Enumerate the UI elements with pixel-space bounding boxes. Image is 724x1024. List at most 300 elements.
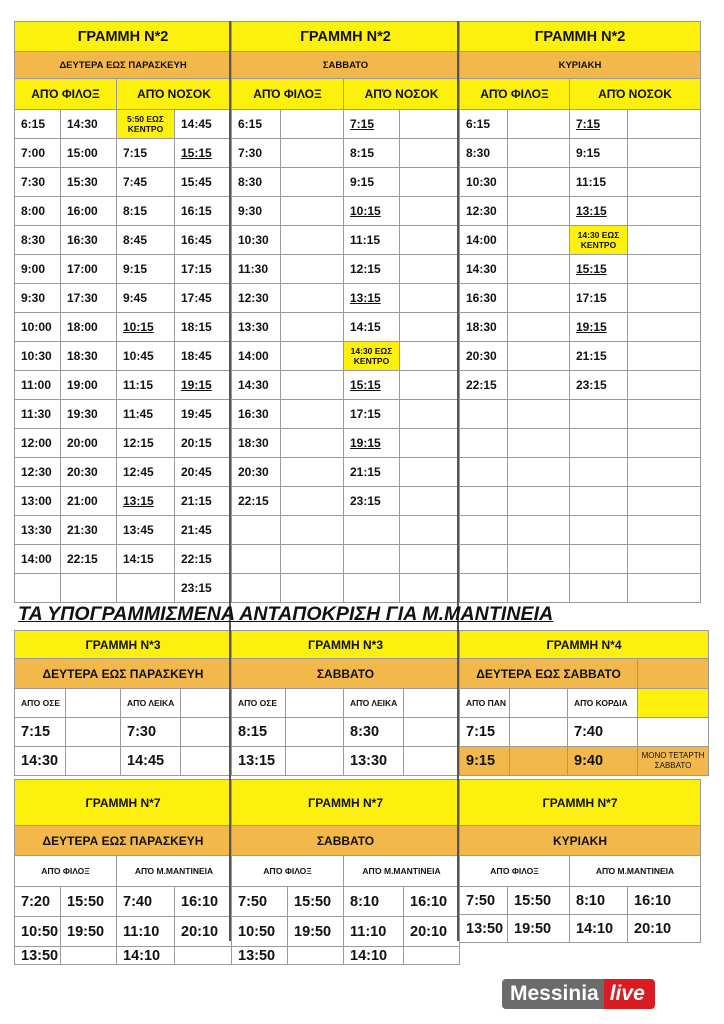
empty-cell	[508, 342, 570, 371]
time-cell: 20:30	[61, 458, 117, 487]
time-cell: 13:45	[117, 516, 175, 545]
time-cell: 15:50	[288, 887, 344, 917]
table-row	[232, 313, 460, 342]
table-row	[460, 168, 701, 197]
empty-cell	[181, 689, 232, 718]
time-cell: 9:15	[570, 139, 628, 168]
time-cell	[570, 574, 628, 603]
time-cell: 17:00	[61, 255, 117, 284]
column-header-from-b: ΑΠΌ Μ.ΜΑΝΤΙΝΕΙΑ	[117, 856, 232, 887]
empty-cell	[404, 718, 460, 747]
time-cell: 14:10	[570, 915, 628, 943]
time-cell	[570, 429, 628, 458]
empty-cell	[281, 371, 344, 400]
time-cell: 10:45	[117, 342, 175, 371]
empty-cell	[400, 168, 460, 197]
time-cell: 21:15	[344, 458, 400, 487]
table-row	[460, 915, 701, 943]
time-cell: 7:40	[117, 887, 175, 917]
time-cell: 8:30	[344, 718, 404, 747]
line2-sunday-table	[459, 21, 701, 603]
time-cell: 7:30	[232, 139, 281, 168]
time-cell: 7:50	[232, 887, 288, 917]
empty-cell	[510, 718, 568, 747]
table-row	[232, 458, 460, 487]
time-cell	[460, 429, 508, 458]
line-title: ΓΡΑΜΜΗ Ν*7	[460, 780, 701, 826]
table-row	[15, 168, 232, 197]
table-row	[15, 313, 232, 342]
time-cell: 20:45	[175, 458, 232, 487]
time-cell	[232, 574, 281, 603]
empty-cell	[628, 429, 701, 458]
empty-cell	[404, 747, 460, 776]
empty-cell	[400, 574, 460, 603]
time-cell: 12:30	[460, 197, 508, 226]
empty-cell	[508, 371, 570, 400]
empty-cell	[508, 197, 570, 226]
empty-cell	[628, 139, 701, 168]
empty-cell	[508, 574, 570, 603]
table-row	[460, 429, 701, 458]
table-row	[15, 226, 232, 255]
empty-cell	[281, 255, 344, 284]
time-cell: 20:10	[404, 917, 460, 947]
table-row	[15, 429, 232, 458]
time-cell: 7:45	[117, 168, 175, 197]
empty-cell	[628, 545, 701, 574]
time-cell: 21:15	[175, 487, 232, 516]
table-row	[460, 226, 701, 255]
time-cell: 18:15	[175, 313, 232, 342]
time-cell: 10:50	[15, 917, 61, 947]
table-row	[460, 458, 701, 487]
time-cell: 16:30	[232, 400, 281, 429]
time-cell: 14:45	[121, 747, 181, 776]
empty-cell	[638, 689, 709, 718]
table-row	[15, 371, 232, 400]
time-cell: 8:15	[232, 718, 286, 747]
time-cell	[232, 545, 281, 574]
time-cell: 13:00	[15, 487, 61, 516]
empty-cell	[508, 487, 570, 516]
empty-cell	[400, 545, 460, 574]
time-cell: 20:10	[175, 917, 232, 947]
time-cell: 14:30	[232, 371, 281, 400]
empty-cell	[628, 458, 701, 487]
line2-saturday-table	[231, 21, 460, 603]
empty-cell	[281, 168, 344, 197]
line-title: ΓΡΑΜΜΗ Ν*7	[15, 780, 232, 826]
empty-cell	[508, 255, 570, 284]
time-cell: 19:30	[61, 400, 117, 429]
time-cell: 10:15	[117, 313, 175, 342]
time-cell: 16:10	[628, 887, 701, 915]
time-cell: 21:15	[570, 342, 628, 371]
time-cell: 22:15	[175, 545, 232, 574]
table-row	[232, 342, 460, 371]
time-cell: 14:15	[344, 313, 400, 342]
table-row	[15, 197, 232, 226]
table-row	[232, 255, 460, 284]
table-row	[460, 313, 701, 342]
empty-cell	[508, 139, 570, 168]
time-cell: 11:00	[15, 371, 61, 400]
time-cell: 14:30	[15, 747, 66, 776]
table-row	[232, 226, 460, 255]
table-row	[460, 545, 701, 574]
section-divider	[229, 21, 231, 941]
time-cell: 7:15	[117, 139, 175, 168]
time-cell: 8:15	[344, 139, 400, 168]
empty-cell	[628, 284, 701, 313]
time-cell: 12:00	[15, 429, 61, 458]
time-cell: 9:15	[460, 747, 510, 776]
time-cell: 23:15	[570, 371, 628, 400]
time-cell: 7:30	[121, 718, 181, 747]
time-cell: 10:50	[232, 917, 288, 947]
empty-cell	[628, 313, 701, 342]
time-cell: 17:15	[570, 284, 628, 313]
table-row	[460, 718, 709, 747]
table-row	[232, 747, 460, 776]
time-cell	[460, 400, 508, 429]
table-row	[15, 516, 232, 545]
empty-cell	[281, 574, 344, 603]
empty-cell	[286, 747, 344, 776]
time-cell	[460, 487, 508, 516]
empty-cell	[628, 168, 701, 197]
time-cell: 13:15	[570, 197, 628, 226]
time-cell: 22:15	[460, 371, 508, 400]
empty-cell	[508, 168, 570, 197]
time-cell: 23:15	[344, 487, 400, 516]
time-cell	[344, 574, 400, 603]
time-cell: 18:30	[460, 313, 508, 342]
time-cell: 20:30	[232, 458, 281, 487]
underline-note-banner: ΤΑ ΥΠΟΓΡΑΜΜΙΣΜΕΝΑ ΑΝΤΑΠΟΚΡΙΣΗ ΓΙΑ Μ.ΜΑΝΤΙΝΕΙΑ	[18, 603, 554, 625]
line-title: ΓΡΑΜΜΗ Ν*2	[232, 22, 460, 52]
time-cell: 11:15	[117, 371, 175, 400]
time-cell: 12:30	[232, 284, 281, 313]
table-row	[232, 516, 460, 545]
table-row	[460, 516, 701, 545]
empty-cell	[281, 313, 344, 342]
time-cell: 7:40	[568, 718, 638, 747]
column-header-from-b: ΑΠΌ ΚΟΡΔΙΑ	[568, 689, 638, 718]
column-header-from-a: ΑΠΌ ΦΙΛΟΞ	[15, 79, 117, 110]
column-header-from-a: ΑΠΌ ΦΙΛΟΞ	[232, 79, 344, 110]
time-cell	[232, 516, 281, 545]
time-cell: 15:50	[508, 887, 570, 915]
empty-cell	[510, 747, 568, 776]
day-header: ΚΥΡΙΑΚΗ	[460, 826, 701, 856]
table-row	[15, 947, 232, 965]
table-row	[232, 139, 460, 168]
day-header: ΔΕΥΤΕΡΑ ΕΩΣ ΠΑΡΑΣΚΕΥΗ	[15, 826, 232, 856]
time-cell: 13:50	[460, 915, 508, 943]
empty-cell	[628, 226, 701, 255]
column-header-from-b: ΑΠΌ ΝΟΣΟΚ	[570, 79, 701, 110]
time-cell: 8:10	[344, 887, 404, 917]
empty-cell	[281, 139, 344, 168]
time-cell	[570, 516, 628, 545]
time-cell	[404, 947, 460, 965]
empty-cell	[286, 689, 344, 718]
table-row	[15, 487, 232, 516]
empty-cell	[508, 545, 570, 574]
time-cell: 17:15	[344, 400, 400, 429]
empty-cell	[638, 659, 709, 689]
time-cell: 19:45	[175, 400, 232, 429]
time-cell: 13:30	[344, 747, 404, 776]
time-cell	[460, 516, 508, 545]
time-cell	[460, 574, 508, 603]
table-row	[15, 718, 232, 747]
table-row	[460, 197, 701, 226]
time-cell: 10:30	[232, 226, 281, 255]
line-title: ΓΡΑΜΜΗ Ν*2	[460, 22, 701, 52]
time-cell: 6:15	[15, 110, 61, 139]
table-row	[460, 400, 701, 429]
time-cell: 19:15	[570, 313, 628, 342]
time-cell	[570, 545, 628, 574]
table-row	[15, 284, 232, 313]
empty-cell	[400, 197, 460, 226]
empty-cell	[281, 342, 344, 371]
empty-cell	[66, 718, 121, 747]
time-cell: 8:10	[570, 887, 628, 915]
time-cell: 11:45	[117, 400, 175, 429]
empty-cell	[508, 429, 570, 458]
table-row	[232, 545, 460, 574]
time-cell: 14:00	[460, 226, 508, 255]
time-cell: 9:30	[15, 284, 61, 313]
time-cell: 14:00	[15, 545, 61, 574]
empty-cell	[508, 400, 570, 429]
time-cell: 19:50	[508, 915, 570, 943]
line7-saturday-table	[231, 779, 460, 965]
table-row	[15, 917, 232, 947]
time-cell: 21:45	[175, 516, 232, 545]
empty-cell	[400, 313, 460, 342]
empty-cell	[628, 574, 701, 603]
line3-weekday-table	[14, 630, 232, 776]
time-cell: 21:00	[61, 487, 117, 516]
table-row	[232, 168, 460, 197]
time-cell: 19:50	[61, 917, 117, 947]
time-cell: 8:30	[460, 139, 508, 168]
time-cell: 19:15	[344, 429, 400, 458]
day-header: ΚΥΡΙΑΚΗ	[460, 52, 701, 79]
table-row	[15, 458, 232, 487]
line7-weekday-table	[14, 779, 232, 965]
time-cell: 16:45	[175, 226, 232, 255]
time-cell: 17:45	[175, 284, 232, 313]
empty-cell	[400, 110, 460, 139]
messinia-live-logo	[502, 979, 655, 1009]
time-cell: 7:15	[344, 110, 400, 139]
line-title: ΓΡΑΜΜΗ Ν*7	[232, 780, 460, 826]
empty-cell	[628, 197, 701, 226]
time-cell	[288, 947, 344, 965]
time-cell: 10:15	[344, 197, 400, 226]
empty-cell	[281, 487, 344, 516]
column-header-from-a: ΑΠΌ ΠΑΝ	[460, 689, 510, 718]
table-row	[15, 139, 232, 168]
table-row	[15, 400, 232, 429]
table-row	[460, 487, 701, 516]
time-cell: 16:10	[404, 887, 460, 917]
day-header: ΔΕΥΤΕΡΑ ΕΩΣ ΠΑΡΑΣΚΕΥΗ	[15, 659, 232, 689]
empty-cell	[508, 516, 570, 545]
column-header-from-b: ΑΠΌ ΛΕΙΚΑ	[121, 689, 181, 718]
time-cell: 12:45	[117, 458, 175, 487]
time-cell: 7:15	[570, 110, 628, 139]
empty-cell	[628, 342, 701, 371]
time-cell: 9:30	[232, 197, 281, 226]
time-cell	[61, 947, 117, 965]
empty-cell	[628, 400, 701, 429]
time-cell: 8:30	[15, 226, 61, 255]
time-cell: 9:15	[344, 168, 400, 197]
time-cell: 15:30	[61, 168, 117, 197]
time-cell: 11:15	[570, 168, 628, 197]
time-cell: 7:50	[460, 887, 508, 915]
time-cell: 10:30	[460, 168, 508, 197]
day-header: ΣΑΒΒΑΤΟ	[232, 826, 460, 856]
empty-cell	[508, 110, 570, 139]
table-row	[460, 110, 701, 139]
table-row	[15, 342, 232, 371]
empty-cell	[510, 689, 568, 718]
time-cell: 6:15	[460, 110, 508, 139]
table-row	[460, 139, 701, 168]
table-row	[232, 574, 460, 603]
column-header-from-a: ΑΠΌ ΟΣΕ	[232, 689, 286, 718]
time-cell	[570, 458, 628, 487]
line-title: ΓΡΑΜΜΗ Ν*3	[232, 631, 460, 659]
empty-cell	[400, 342, 460, 371]
column-header-from-a: ΑΠΌ ΦΙΛΟΞ	[232, 856, 344, 887]
time-cell: 20:15	[175, 429, 232, 458]
empty-cell	[66, 747, 121, 776]
table-row	[232, 284, 460, 313]
day-header: ΔΕΥΤΕΡΑ ΕΩΣ ΣΑΒΒΑΤΟ	[460, 659, 638, 689]
table-row	[232, 429, 460, 458]
time-cell: 15:15	[344, 371, 400, 400]
time-cell	[570, 400, 628, 429]
time-cell: 16:30	[61, 226, 117, 255]
table-row	[460, 284, 701, 313]
empty-cell	[508, 284, 570, 313]
time-cell: 13:50	[15, 947, 61, 965]
time-cell: 11:30	[232, 255, 281, 284]
time-cell: 20:00	[61, 429, 117, 458]
empty-cell	[400, 400, 460, 429]
column-header-from-a: ΑΠΌ ΟΣΕ	[15, 689, 66, 718]
time-cell: 13:30	[15, 516, 61, 545]
column-header-from-a: ΑΠΌ ΦΙΛΟΞ	[15, 856, 117, 887]
table-row	[460, 574, 701, 603]
line-title: ΓΡΑΜΜΗ Ν*3	[15, 631, 232, 659]
table-row	[460, 747, 709, 776]
time-cell: 8:45	[117, 226, 175, 255]
empty-cell	[400, 284, 460, 313]
time-cell: 13:30	[232, 313, 281, 342]
time-cell: 16:15	[175, 197, 232, 226]
empty-cell	[281, 197, 344, 226]
table-row	[232, 718, 460, 747]
table-row	[15, 255, 232, 284]
time-cell: 20:30	[460, 342, 508, 371]
time-cell: 23:15	[175, 574, 232, 603]
time-cell	[344, 516, 400, 545]
time-cell: 18:30	[61, 342, 117, 371]
empty-cell	[281, 516, 344, 545]
time-cell	[175, 947, 232, 965]
note-only-wednesday-saturday: ΜΟΝΟ ΤΕΤΑΡΤΗ ΣΑΒΒΑΤΟ	[638, 747, 709, 776]
time-cell: 11:10	[344, 917, 404, 947]
time-cell-to-center: 5:50 ΕΩΣ ΚΕΝΤΡΟ	[117, 110, 175, 139]
empty-cell	[281, 400, 344, 429]
time-cell: 15:15	[570, 255, 628, 284]
time-cell: 16:00	[61, 197, 117, 226]
time-cell: 19:15	[175, 371, 232, 400]
time-cell: 13:15	[232, 747, 286, 776]
column-header-from-b: ΑΠΌ ΝΟΣΟΚ	[344, 79, 460, 110]
time-cell: 15:50	[61, 887, 117, 917]
time-cell: 6:15	[232, 110, 281, 139]
logo-text-messinia: Messinia	[502, 979, 604, 1009]
empty-cell	[400, 516, 460, 545]
table-row	[232, 887, 460, 917]
time-cell: 18:30	[232, 429, 281, 458]
time-cell: 11:15	[344, 226, 400, 255]
line4-table	[459, 630, 709, 776]
line-title: ΓΡΑΜΜΗ Ν*2	[15, 22, 232, 52]
table-row	[15, 574, 232, 603]
table-row	[460, 371, 701, 400]
table-row	[15, 887, 232, 917]
column-header-from-b: ΑΠΌ Μ.ΜΑΝΤΙΝΕΙΑ	[570, 856, 701, 887]
column-header-from-b: ΑΠΌ ΛΕΙΚΑ	[344, 689, 404, 718]
empty-cell	[400, 226, 460, 255]
empty-cell	[400, 458, 460, 487]
time-cell	[15, 574, 61, 603]
time-cell: 8:30	[232, 168, 281, 197]
time-cell	[117, 574, 175, 603]
time-cell: 14:30	[61, 110, 117, 139]
time-cell: 22:15	[61, 545, 117, 574]
day-header: ΔΕΥΤΕΡΑ ΕΩΣ ΠΑΡΑΣΚΕΥΗ	[15, 52, 232, 79]
empty-cell	[508, 458, 570, 487]
time-cell: 9:40	[568, 747, 638, 776]
time-cell: 12:15	[344, 255, 400, 284]
time-cell: 12:30	[15, 458, 61, 487]
empty-cell	[400, 139, 460, 168]
time-cell: 14:10	[117, 947, 175, 965]
empty-cell	[181, 747, 232, 776]
time-cell: 7:30	[15, 168, 61, 197]
time-cell: 9:15	[117, 255, 175, 284]
column-header-from-a: ΑΠΌ ΦΙΛΟΞ	[460, 79, 570, 110]
time-cell: 20:10	[628, 915, 701, 943]
time-cell: 18:00	[61, 313, 117, 342]
time-cell: 7:00	[15, 139, 61, 168]
time-cell: 11:30	[15, 400, 61, 429]
empty-cell	[628, 487, 701, 516]
